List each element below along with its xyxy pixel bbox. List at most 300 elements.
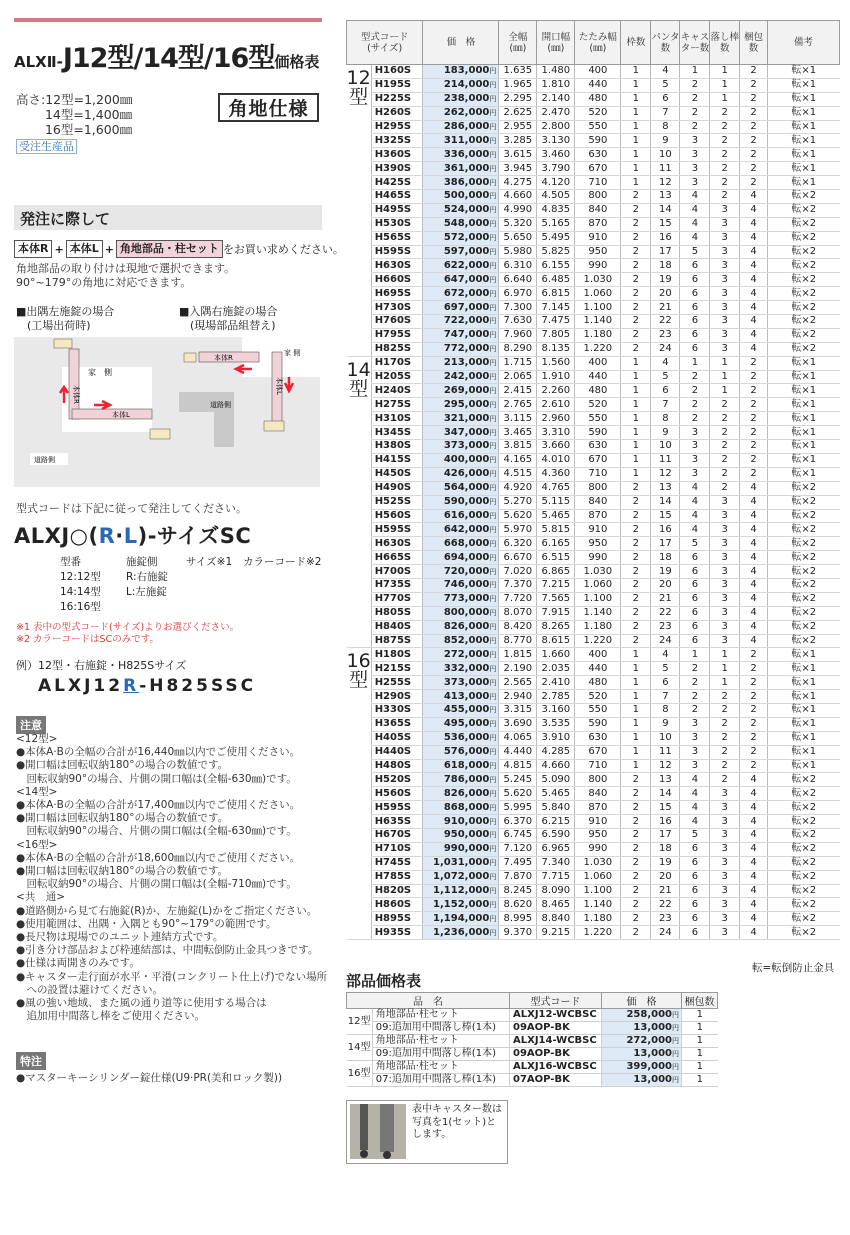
table-row [347,259,840,273]
table-cell: 2 [621,565,651,579]
model-code: H530S [371,217,423,231]
model-code: H160S [371,65,423,79]
table-row [347,898,840,912]
special-order-tag: 特注 [16,1052,46,1070]
price-cell [423,815,499,829]
yen-unit: 円 [489,81,497,90]
yen-unit: 円 [489,734,497,743]
table-cell: 630 [575,148,621,162]
table-cell: 2.190 [499,662,537,676]
table-cell: 2 [740,78,768,92]
table-cell: 4 [740,620,768,634]
parts-row [347,1009,718,1022]
table-cell: 2.960 [537,412,575,426]
table-cell: 23 [651,912,680,926]
table-row [347,884,840,898]
yen-unit: 円 [489,595,497,604]
table-cell: 8.770 [499,634,537,648]
column-header: 型式コード [510,993,602,1009]
model-code: H770S [371,592,423,606]
table-cell: 1 [621,148,651,162]
price-value: 262,000 [443,107,490,119]
table-cell: 5.465 [537,509,575,523]
table-cell: 3 [710,801,740,815]
column-header: 価 格 [423,21,499,65]
price-value: 321,000 [443,412,490,424]
table-cell: 6 [680,315,710,329]
model-code: H180S [371,648,423,662]
code-note: 型式コードは下記に従って発注してください。 [16,502,247,515]
table-row [347,648,840,662]
price-value: 720,000 [443,565,490,577]
table-cell: 3 [680,453,710,467]
table-row [347,162,840,176]
table-cell: 2 [740,676,768,690]
model-code: H595S [371,801,423,815]
table-cell: 1 [621,453,651,467]
price-cell [423,870,499,884]
table-cell: 2 [740,65,768,79]
price-value: 238,000 [443,93,490,105]
table-cell: 5 [651,370,680,384]
table-cell: 転×2 [768,898,840,912]
price-cell [423,65,499,79]
table-cell: 1.100 [575,592,621,606]
part-code: 09AOP-BK [510,1022,602,1035]
table-cell: 12 [651,176,680,190]
part-qty: 1 [682,1035,718,1048]
price-value: 826,000 [443,787,490,799]
price-cell [423,315,499,329]
table-cell: 1.180 [575,328,621,342]
table-cell: 3 [710,551,740,565]
table-cell: 4.065 [499,731,537,745]
table-cell: 2.940 [499,690,537,704]
table-cell: 9 [651,426,680,440]
table-cell: 5.090 [537,773,575,787]
table-cell: 17 [651,537,680,551]
yen-unit: 円 [489,359,497,368]
table-cell: 8.995 [499,912,537,926]
table-cell: 4 [740,634,768,648]
table-cell: 1.635 [499,65,537,79]
model-code: H465S [371,190,423,204]
table-cell: 3 [710,565,740,579]
table-cell: 670 [575,162,621,176]
table-cell: 転×2 [768,328,840,342]
legend-color: カラーコード※2 [243,556,322,568]
table-row [347,634,840,648]
model-code: H215S [371,662,423,676]
table-cell: 4 [740,231,768,245]
price-value: 413,000 [443,690,490,702]
yen-unit: 円 [489,289,497,298]
example-label: 例）12型・右施錠・H825Sサイズ [16,659,187,672]
table-cell: 転×1 [768,176,840,190]
table-cell: 8.265 [537,620,575,634]
price-cell [423,856,499,870]
table-cell: 2 [740,398,768,412]
yen-unit: 円 [489,886,497,895]
table-cell: 転×1 [768,426,840,440]
table-cell: 2 [680,106,710,120]
table-cell: 6.865 [537,565,575,579]
table-cell: 1 [621,440,651,454]
table-cell: 1.060 [575,870,621,884]
table-cell: 8 [651,120,680,134]
table-cell: 2 [710,690,740,704]
table-cell: 転×2 [768,537,840,551]
table-row [347,759,840,773]
table-cell: 転×2 [768,301,840,315]
table-row [347,745,840,759]
model-code: H440S [371,745,423,759]
parts-table-header [347,993,718,1009]
table-cell: 3 [710,620,740,634]
part-price [602,1074,682,1087]
model-code: H820S [371,884,423,898]
table-cell: 4 [740,259,768,273]
table-cell: 1 [680,65,710,79]
price-value: 746,000 [443,579,490,591]
table-cell: 1.220 [575,342,621,356]
order-tail: をお買い求めください。 [222,243,344,256]
price-table-body [347,65,840,940]
table-row [347,148,840,162]
table-cell: 2.065 [499,370,537,384]
table-cell: 6.640 [499,273,537,287]
table-cell: 7 [651,398,680,412]
table-cell: 2 [740,106,768,120]
table-cell: 2.785 [537,690,575,704]
model-code: H670S [371,828,423,842]
price-value: 572,000 [443,232,490,244]
table-cell: 6 [651,676,680,690]
table-cell: 24 [651,342,680,356]
yen-unit: 円 [489,511,497,520]
table-row [347,78,840,92]
model-code: H525S [371,495,423,509]
table-cell: 990 [575,551,621,565]
price-cell [423,342,499,356]
model-code: H390S [371,162,423,176]
table-row [347,912,840,926]
model-code: H360S [371,148,423,162]
table-cell: 2 [740,412,768,426]
table-cell: 7.215 [537,578,575,592]
price-value: 597,000 [443,246,490,258]
table-cell: 転×2 [768,259,840,273]
price-value: 622,000 [443,259,490,271]
table-cell: 4 [740,884,768,898]
table-cell: 2 [710,453,740,467]
yen-unit: 円 [489,775,497,784]
table-cell: 14 [651,495,680,509]
table-cell: 2 [621,231,651,245]
parts-set-box [116,240,223,258]
yen-unit: 円 [672,1024,679,1032]
price-cell [423,884,499,898]
price-cell [423,898,499,912]
table-cell: 3 [710,787,740,801]
price-cell [423,398,499,412]
table-cell: 1 [710,384,740,398]
table-cell: 3 [680,176,710,190]
table-row [347,662,840,676]
table-cell: 4 [651,65,680,79]
table-cell: 5.465 [537,787,575,801]
price-value: 214,000 [443,79,490,91]
table-cell: 16 [651,231,680,245]
table-row [347,481,840,495]
table-row [347,412,840,426]
price-cell [423,356,499,370]
table-cell: 1 [621,467,651,481]
table-cell: 3 [710,523,740,537]
table-cell: 4 [740,801,768,815]
table-cell: 7.630 [499,315,537,329]
model-code: H630S [371,537,423,551]
price-cell [423,773,499,787]
table-cell: 1.815 [499,648,537,662]
table-cell: 4 [740,565,768,579]
price-value: 13,000 [633,1074,672,1085]
table-cell: 4 [740,245,768,259]
table-cell: 480 [575,92,621,106]
model-code: H480S [371,759,423,773]
table-cell: 転×1 [768,467,840,481]
table-cell: 6.155 [537,259,575,273]
table-cell: 11 [651,745,680,759]
table-cell: 5.650 [499,231,537,245]
table-cell: 転×2 [768,912,840,926]
table-cell: 4 [740,870,768,884]
table-cell: 4 [740,898,768,912]
table-cell: 3 [710,315,740,329]
table-cell: 3 [680,745,710,759]
label-house2: 家 側 [284,349,301,357]
table-cell: 1 [621,398,651,412]
table-cell: 1.660 [537,648,575,662]
table-cell: 転×2 [768,801,840,815]
yen-unit: 円 [489,859,497,868]
table-row [347,787,840,801]
table-cell: 転×2 [768,315,840,329]
table-cell: 2 [710,745,740,759]
table-cell: 8.070 [499,606,537,620]
table-cell: 2 [710,703,740,717]
table-cell: 2 [621,801,651,815]
price-cell [423,467,499,481]
title-prefix: ALXⅡ- [14,53,63,71]
table-cell: 2 [621,315,651,329]
table-cell: 7 [651,106,680,120]
yen-unit: 円 [489,748,497,757]
title-main: J12型/14型/16型 [62,43,275,74]
plus-sign: + [104,242,114,256]
model-code: H695S [371,287,423,301]
yen-unit: 円 [672,1050,679,1058]
table-cell: 8.090 [537,884,575,898]
table-cell: 3 [710,828,740,842]
parts-table [346,992,718,1087]
table-cell: 2 [621,773,651,787]
table-cell: 1.060 [575,287,621,301]
yen-unit: 円 [489,664,497,673]
table-cell: 4 [740,315,768,329]
table-cell: 3 [710,328,740,342]
table-cell: 4.660 [537,759,575,773]
table-cell: 10 [651,440,680,454]
price-value: 500,000 [443,190,490,202]
model-code: H595S [371,523,423,537]
table-cell: 2 [680,370,710,384]
table-cell: 19 [651,565,680,579]
table-cell: 4 [740,328,768,342]
model-code: H565S [371,231,423,245]
price-cell [423,676,499,690]
price-value: 950,000 [443,829,490,841]
table-cell: 1 [621,648,651,662]
table-cell: 3.945 [499,162,537,176]
table-cell: 転×2 [768,342,840,356]
table-cell: 4 [651,356,680,370]
title-rule [14,18,322,22]
table-cell: 3 [680,467,710,481]
table-cell: 16 [651,523,680,537]
part-price [602,1022,682,1035]
table-cell: 8.135 [537,342,575,356]
table-cell: 転×1 [768,148,840,162]
table-cell: 1 [621,703,651,717]
table-cell: 1.180 [575,620,621,634]
table-cell: 転×1 [768,65,840,79]
table-cell: 転×1 [768,398,840,412]
part-qty: 1 [682,1048,718,1061]
table-cell: 3 [680,134,710,148]
table-row [347,245,840,259]
table-cell: 3 [710,231,740,245]
price-value: 1,194,000 [433,912,490,924]
table-cell: 2 [710,731,740,745]
table-cell: 4 [680,203,710,217]
table-cell: 1 [621,690,651,704]
table-cell: 5.995 [499,801,537,815]
table-cell: 8.840 [537,912,575,926]
model-code: H745S [371,856,423,870]
order-section-heading: 発注に際して [14,205,322,230]
table-cell: 4.275 [499,176,537,190]
table-cell: 2 [621,481,651,495]
table-cell: 6 [680,606,710,620]
table-cell: 2 [621,592,651,606]
table-cell: 15 [651,801,680,815]
price-value: 311,000 [443,134,490,146]
model-code: H935S [371,926,423,940]
table-cell: 7.300 [499,301,537,315]
table-cell: 3.310 [537,426,575,440]
model-code: H240S [371,384,423,398]
table-cell: 5.970 [499,523,537,537]
table-cell: 2 [621,551,651,565]
table-cell: 630 [575,440,621,454]
table-cell: 2 [621,495,651,509]
table-cell: 4.990 [499,203,537,217]
table-row [347,356,840,370]
price-cell [423,690,499,704]
example-code-c: -H825SSC [139,676,257,696]
table-cell: 転×2 [768,828,840,842]
table-cell: 3 [710,815,740,829]
yen-unit: 円 [489,484,497,493]
plus-sign: + [54,242,64,256]
table-cell: 4.515 [499,467,537,481]
column-header: 品 名 [347,993,510,1009]
price-value: 361,000 [443,162,490,174]
table-cell: 2.955 [499,120,537,134]
table-cell: 840 [575,495,621,509]
table-cell: 4 [740,342,768,356]
yen-unit: 円 [489,498,497,507]
table-row [347,217,840,231]
table-cell: 8.245 [499,884,537,898]
table-cell: 3 [710,217,740,231]
table-cell: 13 [651,190,680,204]
body-r-label: 本体R [18,242,49,255]
price-value: 400,000 [443,454,490,466]
table-cell: 3 [680,148,710,162]
table-cell: 800 [575,773,621,787]
price-value: 373,000 [443,440,490,452]
table-cell: 6 [680,259,710,273]
table-cell: 4.660 [499,190,537,204]
yen-unit: 円 [489,928,497,937]
table-cell: 1 [621,662,651,676]
part-code: 09AOP-BK [510,1048,602,1061]
table-cell: 転×1 [768,731,840,745]
price-value: 455,000 [443,704,490,716]
table-cell: 1.965 [499,78,537,92]
table-cell: 2 [710,440,740,454]
table-cell: 転×2 [768,190,840,204]
price-value: 868,000 [443,801,490,813]
parts-group-label: 16型 [347,1061,373,1087]
table-cell: 4 [740,578,768,592]
table-cell: 870 [575,801,621,815]
table-cell: 2 [680,676,710,690]
table-cell: 2.035 [537,662,575,676]
yen-unit: 円 [489,873,497,882]
table-cell: 6.970 [499,287,537,301]
table-cell: 4 [651,648,680,662]
yen-unit: 円 [489,261,497,270]
price-value: 548,000 [443,218,490,230]
table-cell: 3.160 [537,703,575,717]
code-format-b: ○( [69,524,99,548]
table-cell: 1 [621,356,651,370]
table-cell: 4 [740,301,768,315]
part-name: 角地部品·柱セット [372,1035,509,1048]
table-cell: 1.220 [575,926,621,940]
table-cell: 1 [621,412,651,426]
price-cell [423,523,499,537]
table-cell: 1 [621,65,651,79]
parts-row [347,1061,718,1074]
table-cell: 17 [651,245,680,259]
table-cell: 1.100 [575,884,621,898]
table-row [347,690,840,704]
table-row [347,815,840,829]
